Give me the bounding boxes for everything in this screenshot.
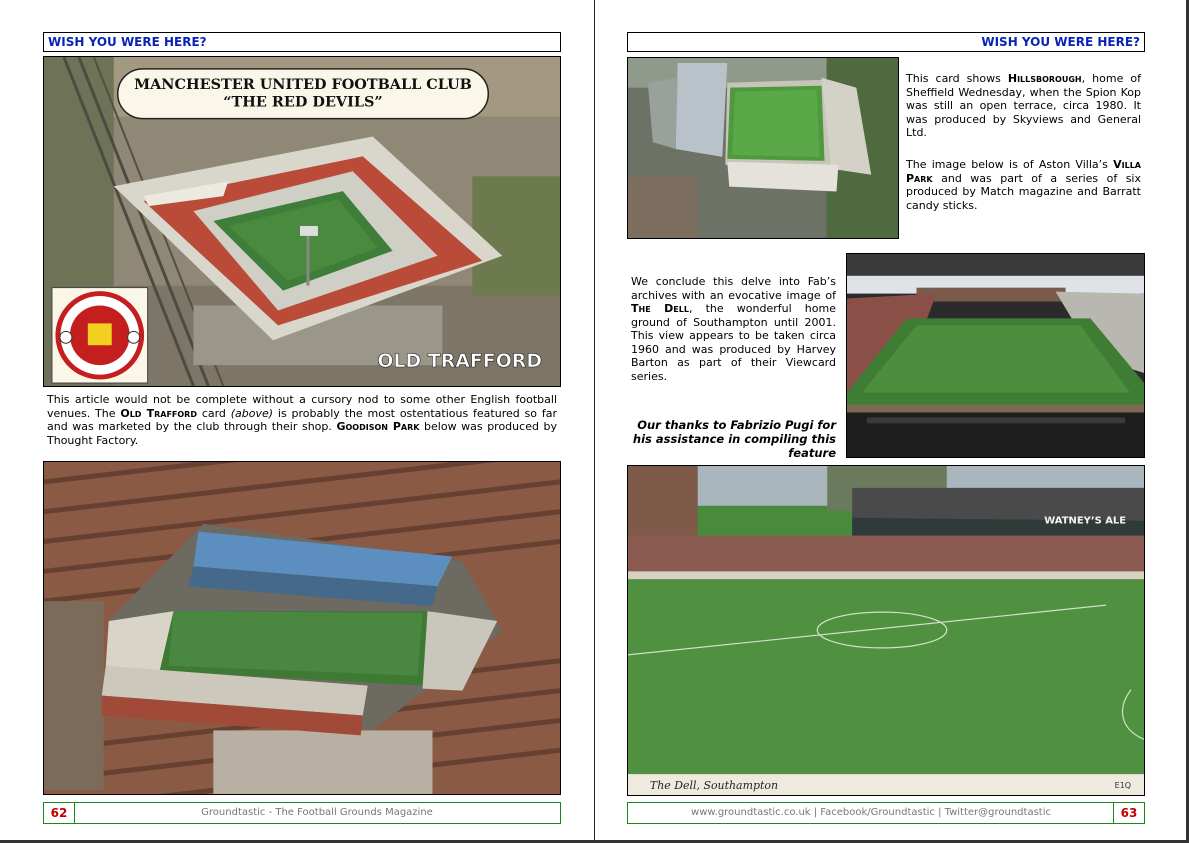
body-text-run: The image below is of Aston Villa’s (906, 158, 1114, 171)
dell-card-code: E1Q (1114, 781, 1132, 791)
dell-card-caption: The Dell, Southampton (649, 779, 779, 793)
body-text-run: This article would not be complete without a cursory nod to some other English football venues. The (47, 393, 557, 420)
body-text-run: We conclude this delve into Fab’s archives with an evocative image of (631, 275, 836, 302)
old-trafford-label: Old Trafford (120, 406, 197, 420)
right-footer (627, 802, 1145, 824)
body-text-run: , home of Sheffield Wednesday, when the Spion Kop was still an open terrace, circa 1980. It was produced by Skyviews and General Ltd. (906, 72, 1141, 139)
right-footer-text: www.groundtastic.co.uk | Facebook/Groundtastic | Twitter@groundtastic (691, 807, 1051, 818)
villa-park-text (906, 158, 1141, 212)
body-text-run: is probably the most ostentatious featured so far and was marketed by the club through their shop. (47, 406, 557, 433)
villa-park-photo (846, 253, 1145, 458)
body-text-run: , the wonderful home ground of Southampton until 2001. This view appears to be taken circa 1960 and was produced by Harvey Barton as part of their Viewcard series. (631, 302, 836, 383)
page-number-62: 62 (44, 803, 75, 823)
old-trafford-photo (43, 56, 561, 387)
above-label: (above) (230, 406, 274, 420)
villa-park-label: Villa Park (906, 158, 1141, 185)
watneys-ale-sign: WATNEY’S ALE (1044, 515, 1127, 527)
right-page-header: WISH YOU WERE HERE? (627, 32, 1145, 52)
hillsborough-text (906, 72, 1141, 140)
thanks-credit: Our thanks to Fabrizio Pugi for his assistance in compiling this feature (632, 418, 836, 460)
left-footer-text: Groundtastic - The Football Grounds Magazine (201, 807, 433, 818)
the-dell-label: The Dell (631, 302, 689, 315)
page-divider (594, 0, 595, 843)
page-number-63: 63 (1113, 803, 1144, 823)
card-title-line2: “THE RED DEVILS” (223, 93, 383, 111)
left-body-text (47, 393, 557, 447)
the-dell-text (631, 275, 836, 383)
the-dell-photo (627, 465, 1145, 796)
body-text-run: below was produced by Thought Factory. (47, 420, 557, 447)
left-page-header: WISH YOU WERE HERE? (43, 32, 561, 52)
hillsborough-photo (627, 57, 899, 239)
hillsborough-label: Hillsborough (1007, 72, 1082, 85)
old-trafford-caption: OLD TRAFFORD (377, 350, 543, 373)
card-title-line1: MANCHESTER UNITED FOOTBALL CLUB (134, 75, 472, 93)
goodison-park-label: Goodison Park (336, 420, 420, 433)
body-text-run: This card shows (906, 72, 1008, 85)
body-text-run: and was part of a series of six produced by Match magazine and Barratt candy sticks. (906, 171, 1141, 212)
goodison-park-photo (43, 461, 561, 795)
body-text-run: card (196, 406, 231, 420)
left-footer (43, 802, 561, 824)
